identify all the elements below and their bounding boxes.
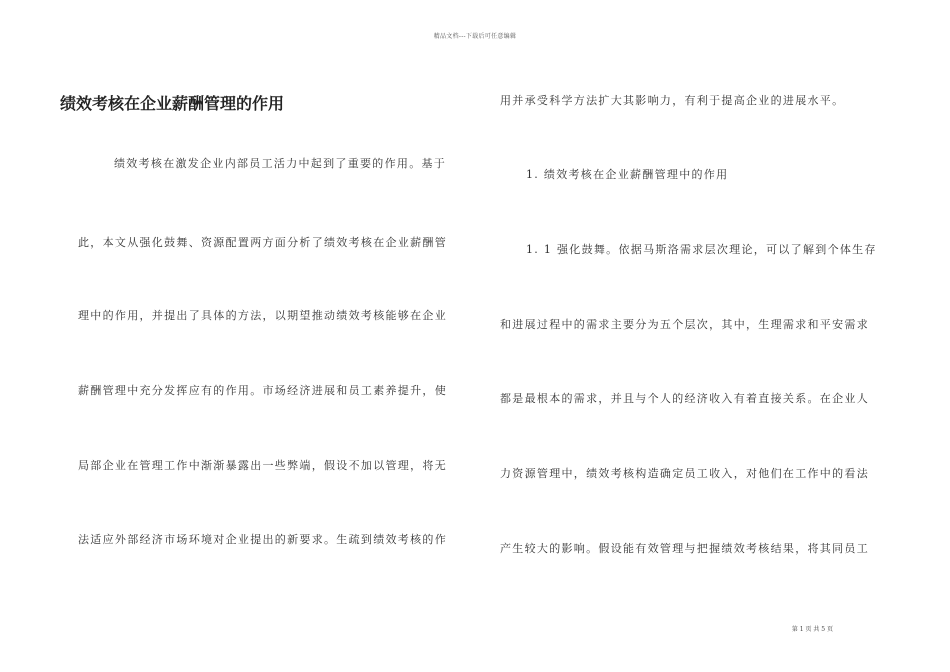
paragraph-line: 理中的作用，并提出了具体的方法，以期望推动绩效考核能够在企业: [78, 309, 447, 322]
paragraph-line: 局部企业在管理工作中渐渐暴露出一些弊端，假设不加以管理，将无: [78, 459, 447, 472]
page-indicator: 第 1 页 共 5 页: [791, 626, 833, 633]
paragraph-line: 法适应外部经济市场环境对企业提出的新要求。生疏到绩效考核的作: [78, 533, 447, 546]
page-header: 精品文档---下载后可任意编辑: [433, 33, 517, 40]
paragraph-line: 绩效考核在激发企业内部员工活力中起到了重要的作用。基于: [114, 157, 447, 170]
paragraph-line: 都是最根本的需求，并且与个人的经济收入有着直接关系。在企业人: [500, 392, 869, 405]
paragraph-line: 用并承受科学方法扩大其影响力，有利于提高企业的进展水平。: [500, 94, 845, 107]
paragraph-line: 产生较大的影响。假设能有效管理与把握绩效考核结果，将其同员工: [500, 542, 869, 555]
section-heading: 1. 绩效考核在企业薪酬管理中的作用: [526, 168, 729, 181]
paragraph-line: 和进展过程中的需求主要分为五个层次，其中，生理需求和平安需求: [500, 318, 869, 331]
subsection-line: 1. 1 强化鼓舞。依据马斯洛需求层次理论，可以了解到个体生存: [526, 243, 877, 256]
right-column: [500, 0, 900, 672]
paragraph-line: 薪酬管理中充分发挥应有的作用。市场经济进展和员工素养提升，使: [78, 384, 447, 397]
left-column: [60, 0, 460, 672]
article-title: 绩效考核在企业薪酬管理的作用: [60, 94, 285, 113]
paragraph-line: 此，本文从强化鼓舞、资源配置两方面分析了绩效考核在企业薪酬管: [78, 236, 447, 249]
paragraph-line: 力资源管理中，绩效考核构造确定员工收入，对他们在工作中的看法: [500, 467, 869, 480]
